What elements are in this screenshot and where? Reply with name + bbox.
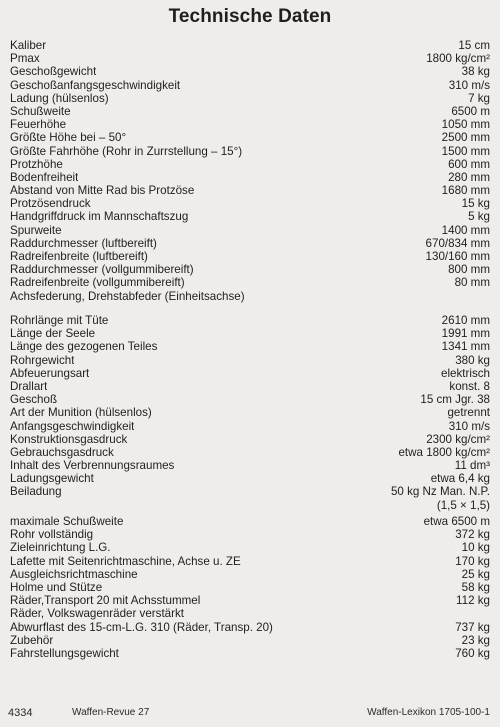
spec-row <box>10 65 490 78</box>
spec-row <box>10 367 490 380</box>
page-title: Technische Daten <box>168 6 332 27</box>
spec-value: 23 kg <box>461 633 490 647</box>
spec-label: Rohrgewicht <box>10 353 75 367</box>
spec-row <box>10 171 490 184</box>
spec-value: 5 kg <box>468 210 490 224</box>
spec-label: Abwurflast des 15-cm-L.G. 310 (Räder, Transp. 20) <box>10 620 273 634</box>
footer-lexikon: Waffen-Lexikon 1705-100-1 <box>367 707 490 718</box>
spec-value: 380 kg <box>455 353 490 367</box>
spec-row <box>10 607 490 620</box>
spec-row <box>10 515 490 528</box>
spec-label: Raddurchmesser (luftbereift) <box>10 236 157 250</box>
spec-row <box>10 118 490 131</box>
spec-label: Konstruktionsgasdruck <box>10 432 128 446</box>
spec-value: 15 cm Jgr. 38 <box>420 393 490 407</box>
spec-label: Räder, Volkswagenräder verstärkt <box>10 607 184 621</box>
spec-row <box>10 459 490 472</box>
spec-row <box>10 581 490 594</box>
spec-row <box>10 250 490 263</box>
spec-label: Radreifenbreite (vollgummibereift) <box>10 276 185 290</box>
spec-label: Beiladung <box>10 485 62 499</box>
spec-label: Anfangsgeschwindigkeit <box>10 419 135 433</box>
spec-value: 737 kg <box>455 620 490 634</box>
spec-row <box>10 472 490 485</box>
spec-label: Handgriffdruck im Mannschaftszug <box>10 210 189 224</box>
spec-value <box>484 607 490 620</box>
spec-label: Kaliber <box>10 39 47 52</box>
spec-value: 38 kg <box>461 65 490 79</box>
spec-value: 6500 m <box>451 104 490 118</box>
spec-label: Länge der Seele <box>10 327 96 341</box>
spec-value: 25 kg <box>461 567 490 581</box>
spec-label: Achsfederung, Drehstabfeder (Einheitsachse) <box>10 289 245 303</box>
spec-label: Zieleinrichtung L.G. <box>10 541 111 555</box>
spec-value: 310 m/s <box>448 419 490 433</box>
spec-value: 1991 mm <box>441 327 490 341</box>
spec-value: 670/834 mm <box>425 236 490 250</box>
spec-row <box>10 276 490 289</box>
spec-value: 372 kg <box>455 528 490 542</box>
spec-label: maximale Schußweite <box>10 515 124 528</box>
spec-row <box>10 263 490 276</box>
spec-label: Geschoß <box>10 393 58 407</box>
spec-label: Rohr vollständig <box>10 528 94 542</box>
spec-label: Schußweite <box>10 104 71 118</box>
spec-value <box>484 290 490 303</box>
spec-value: etwa 6,4 kg <box>430 472 490 486</box>
spec-value: 10 kg <box>461 541 490 555</box>
spec-value: (1,5 × 1,5) <box>436 498 490 512</box>
spec-value: 80 mm <box>454 276 490 290</box>
spec-value: 280 mm <box>448 170 490 184</box>
spec-value: 130/160 mm <box>425 250 490 263</box>
spec-row <box>10 79 490 92</box>
spec-value: 2610 mm <box>441 314 490 327</box>
spec-row <box>10 528 490 541</box>
spec-value: 170 kg <box>455 554 490 568</box>
spec-label: Lafette mit Seitenrichtmaschine, Achse u. ZE <box>10 554 241 568</box>
spec-label: Art der Munition (hülsenlos) <box>10 406 152 420</box>
spec-label: Größte Höhe bei – 50° <box>10 131 127 145</box>
spec-value: 800 mm <box>448 263 490 277</box>
spec-row <box>10 647 490 660</box>
spec-row <box>10 131 490 144</box>
spec-label: Geschoßanfangsgeschwindigkeit <box>10 78 181 92</box>
spec-label: Länge des gezogenen Teiles <box>10 340 158 354</box>
spec-row <box>10 184 490 197</box>
spec-value: 1500 mm <box>441 144 490 158</box>
spec-row <box>10 52 490 65</box>
spec-value: etwa 6500 m <box>423 515 490 528</box>
spec-label: Ausgleichsrichtmaschine <box>10 567 138 581</box>
spec-row <box>10 210 490 223</box>
spec-label: Abfeuerungsart <box>10 366 90 380</box>
spec-block-weights <box>10 515 490 660</box>
spec-label: Drallart <box>10 379 48 393</box>
spec-row <box>10 237 490 250</box>
spec-row <box>10 485 490 498</box>
spec-row <box>10 327 490 340</box>
spec-block-general <box>10 39 490 303</box>
spec-row <box>10 197 490 210</box>
spec-label: Inhalt des Verbrennungsraumes <box>10 459 175 473</box>
spec-label: Geschoßgewicht <box>10 65 97 79</box>
spec-value: 7 kg <box>468 91 490 105</box>
spec-label: Radreifenbreite (luftbereift) <box>10 250 148 263</box>
spec-value: 15 cm <box>458 39 490 52</box>
spec-label: Gebrauchsgasdruck <box>10 445 114 459</box>
spec-value: etwa 1800 kg/cm² <box>398 445 490 459</box>
spec-value: 15 kg <box>461 197 490 211</box>
spec-label: Abstand von Mitte Rad bis Protzöse <box>10 184 195 198</box>
spec-row <box>10 541 490 554</box>
spec-row <box>10 380 490 393</box>
spec-value: 58 kg <box>461 580 490 594</box>
spec-label: Zubehör <box>10 633 54 647</box>
spec-label: Räder,Transport 20 mit Achsstummel <box>10 594 201 608</box>
spec-row <box>10 555 490 568</box>
spec-value: getrennt <box>447 406 490 420</box>
spec-label: Protzösendruck <box>10 197 91 211</box>
spec-row <box>10 420 490 433</box>
spec-row <box>10 406 490 419</box>
spec-label: Größte Fahrhöhe (Rohr in Zurrstellung – 15°) <box>10 144 243 158</box>
spec-row <box>10 433 490 446</box>
spec-label: Pmax <box>10 52 40 66</box>
spec-row <box>10 621 490 634</box>
spec-value: 1800 kg/cm² <box>426 52 490 66</box>
spec-label: Holme und Stütze <box>10 580 103 594</box>
spec-value: 11 dm³ <box>454 459 490 473</box>
spec-value: 2500 mm <box>441 131 490 145</box>
spec-label: Raddurchmesser (vollgummibereift) <box>10 263 194 277</box>
spec-row <box>10 145 490 158</box>
page-number: 4334 <box>8 707 33 719</box>
spec-value: 1400 mm <box>441 223 490 237</box>
spec-value: 112 kg <box>456 594 490 608</box>
spec-value: 2300 kg/cm² <box>426 432 490 446</box>
spec-label: Fahrstellungsgewicht <box>10 646 119 660</box>
spec-row <box>10 290 490 303</box>
spec-row <box>10 594 490 607</box>
spec-row <box>10 39 490 52</box>
spec-label: Feuerhöhe <box>10 118 67 132</box>
spec-label: Bodenfreiheit <box>10 170 79 184</box>
spec-value: 1341 mm <box>441 340 490 354</box>
page-footer <box>0 707 500 723</box>
spec-label: Rohrlänge mit Tüte <box>10 314 109 327</box>
spec-row <box>10 446 490 459</box>
spec-value: 1050 mm <box>441 118 490 132</box>
spec-row <box>10 92 490 105</box>
spec-row <box>10 105 490 118</box>
spec-value: 310 m/s <box>448 78 490 92</box>
spec-row <box>10 634 490 647</box>
spec-row <box>10 224 490 237</box>
spec-row <box>10 340 490 353</box>
spec-value: 760 kg <box>455 646 490 660</box>
spec-row <box>10 568 490 581</box>
spec-block-barrel <box>10 314 490 512</box>
spec-label: Protzhöhe <box>10 157 63 171</box>
spec-label: Spurweite <box>10 223 62 237</box>
spec-label: Ladungsgewicht <box>10 472 94 486</box>
spec-row <box>10 499 490 512</box>
spec-row <box>10 314 490 327</box>
spec-value: 1680 mm <box>441 184 490 198</box>
spec-value: konst. 8 <box>449 379 490 393</box>
spec-value: 600 mm <box>448 157 490 171</box>
spec-value: elektrisch <box>441 366 490 380</box>
spec-value: 50 kg Nz Man. N.P. <box>390 485 490 499</box>
spec-row <box>10 393 490 406</box>
spec-label: Ladung (hülsenlos) <box>10 91 109 105</box>
footer-revue: Waffen-Revue 27 <box>72 707 150 718</box>
spec-row <box>10 158 490 171</box>
spec-row <box>10 354 490 367</box>
